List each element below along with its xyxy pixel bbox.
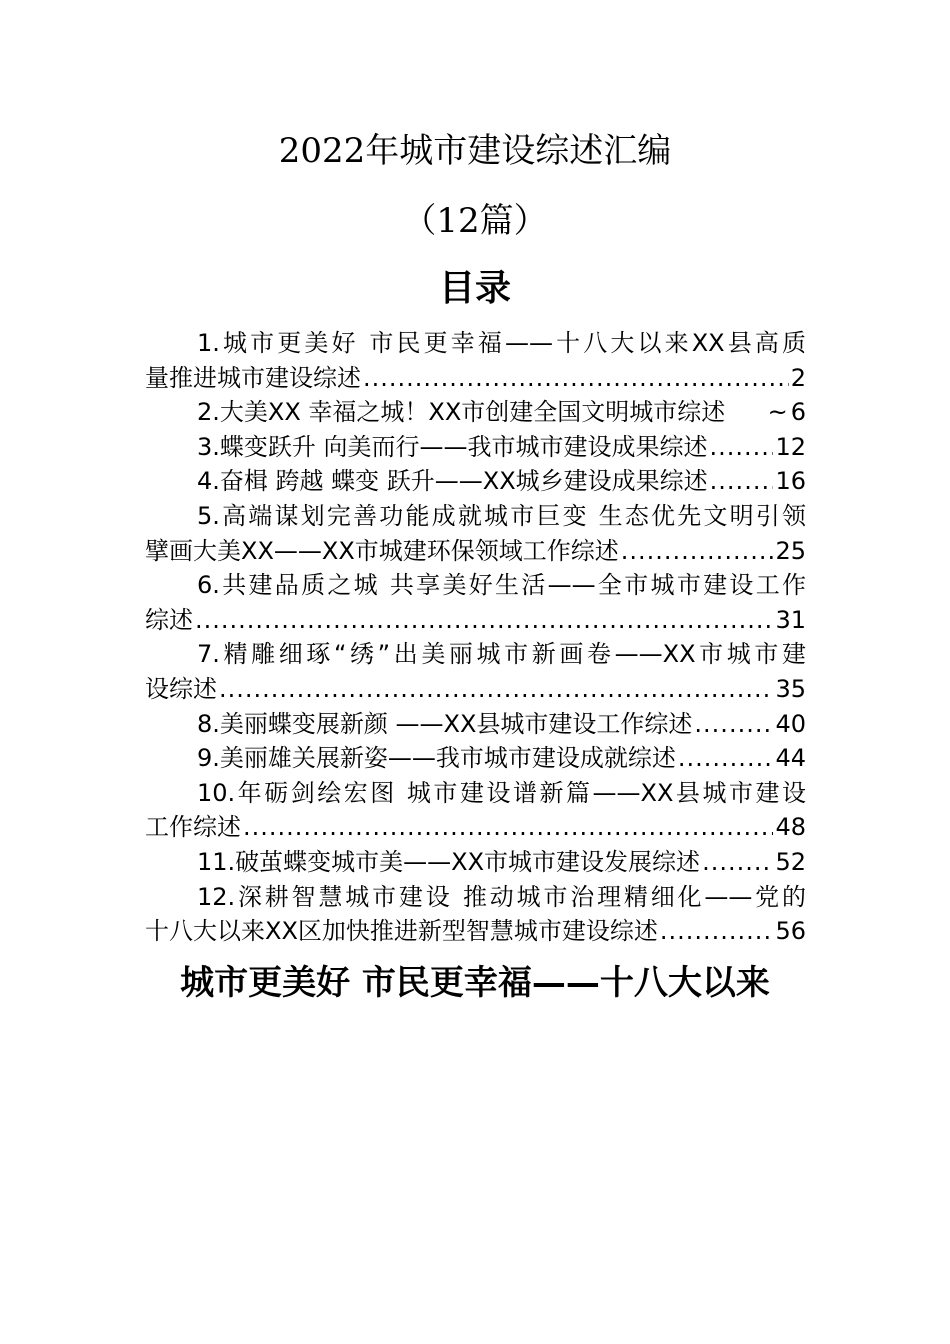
toc-entry[interactable]	[145, 880, 806, 949]
toc-page-number: 6	[790, 398, 806, 427]
toc-entry-title: 6.共建品质之城 共享美好生活——全市城市建设工作	[197, 571, 806, 600]
toc-page-number: 48	[775, 813, 806, 842]
toc-entry-title-cont: 擘画大美XX——XX市城建环保领域工作综述	[145, 536, 619, 565]
toc-entry-title: 10.年砺剑绘宏图 城市建设谱新篇——XX县城市建设	[197, 778, 806, 807]
toc-entry-title-cont: 工作综述	[145, 813, 241, 842]
toc-entry-title: 9.美丽雄关展新姿——我市城市建设成就综述	[197, 744, 676, 773]
toc-entry[interactable]	[145, 430, 806, 465]
toc-heading: 目录	[438, 267, 511, 309]
toc-entry-title: 12.深耕智慧城市建设 推动城市治理精细化——党的	[197, 882, 806, 911]
toc-entry-title: 1.城市更美好 市民更幸福——十八大以来XX县高质	[197, 329, 806, 357]
document-subtitle: （12篇）	[402, 201, 548, 241]
toc-dot-leader	[195, 603, 773, 638]
toc-entry[interactable]	[145, 568, 806, 637]
toc-page-number: 56	[775, 917, 806, 946]
toc-page-number: 2	[790, 363, 806, 392]
toc-entry-title-cont: 综述	[145, 605, 193, 634]
toc-entry-title: 4.奋楫 跨越 蝶变 跃升——XX城乡建设成果综述	[197, 467, 708, 496]
toc-page-number: 40	[775, 709, 806, 738]
toc-dot-leader	[660, 914, 774, 949]
toc-entry[interactable]	[145, 637, 806, 706]
toc-dot-leader	[363, 361, 789, 396]
section-title: 城市更美好 市民更幸福——十八大以来	[180, 963, 770, 1003]
toc-entry-title: 3.蝶变跃升 向美而行——我市城市建设成果综述	[197, 432, 708, 461]
toc-entry[interactable]	[145, 464, 806, 499]
table-of-contents	[145, 326, 806, 949]
toc-dot-leader	[710, 464, 774, 499]
document-title: 2022年城市建设综述汇编	[278, 131, 672, 171]
toc-entry-title-cont: 设综述	[145, 674, 217, 703]
toc-dot-leader	[219, 672, 773, 707]
toc-entry-title-cont: 量推进城市建设综述	[145, 363, 361, 392]
toc-page-number: 52	[775, 847, 806, 876]
toc-separator: ~	[767, 398, 789, 427]
toc-entry[interactable]	[145, 395, 806, 430]
toc-page-number: 44	[775, 744, 806, 773]
toc-entry-title-cont: 十八大以来XX区加快推进新型智慧城市建设综述	[145, 917, 658, 946]
toc-entry-title: 11.破茧蝶变城市美——XX市城市建设发展综述	[197, 847, 701, 876]
toc-entry[interactable]	[145, 707, 806, 742]
toc-entry[interactable]	[145, 499, 806, 568]
toc-page-number: 35	[775, 674, 806, 703]
toc-page-number: 25	[775, 536, 806, 565]
toc-entry-title: 2.大美XX 幸福之城！XX市创建全国文明城市综述	[197, 398, 726, 427]
toc-dot-leader	[694, 707, 773, 742]
toc-entry[interactable]	[145, 741, 806, 776]
toc-entry[interactable]	[145, 845, 806, 880]
toc-entry-title: 7.精雕细琢“绣”出美丽城市新画卷——XX市城市建	[197, 640, 806, 669]
toc-entry-title: 5.高端谋划完善功能成就城市巨变 生态优先文明引领	[197, 501, 806, 530]
toc-entry[interactable]	[145, 326, 806, 395]
toc-dot-leader	[702, 845, 773, 880]
toc-page-number: 12	[775, 432, 806, 461]
toc-entry-title: 8.美丽蝶变展新颜 ——XX县城市建设工作综述	[197, 709, 693, 738]
toc-dot-leader	[621, 534, 774, 569]
toc-dot-leader	[678, 741, 774, 776]
toc-page-number: 31	[775, 605, 806, 634]
toc-dot-leader	[243, 810, 773, 845]
toc-entry[interactable]	[145, 776, 806, 845]
toc-page-number: 16	[775, 467, 806, 496]
toc-dot-leader	[710, 430, 774, 465]
